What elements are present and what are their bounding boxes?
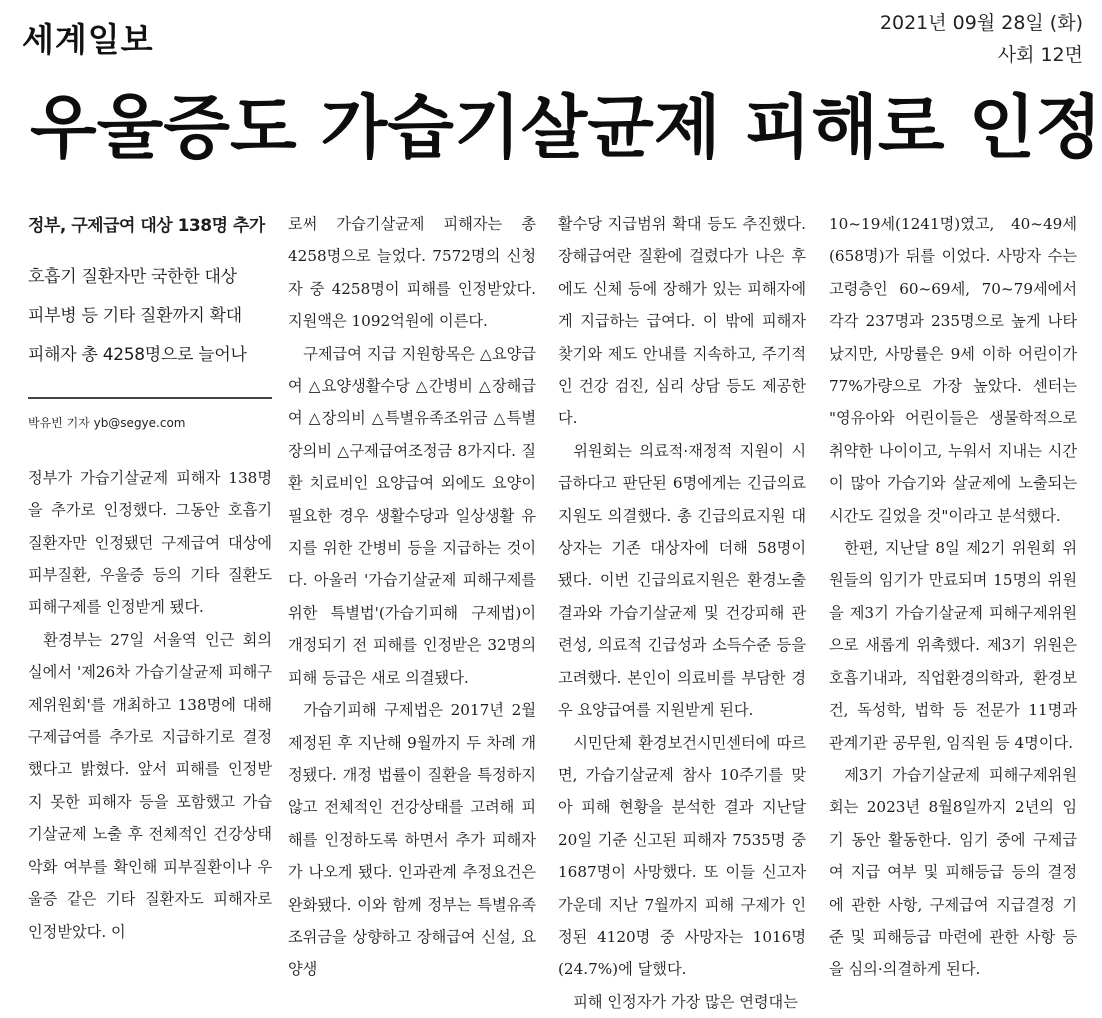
- byline-divider: [28, 397, 272, 399]
- paragraph: 환경부는 27일 서울역 인근 회의실에서 '제26차 가습기살균제 피해구제위원회'를 개최하고 138명에 대해 구제급여를 추가로 지급하기로 결정했다고 밝혔다. 앞서 피해를 인정받지 못한 피해자 등을 포함했고 가습기살균제 노출 후 전체적인 건강상태 악화 여부를 확인해 피부질환이나 우울증 같은 기타 질환자도 피해자로 인정받았다. 이: [28, 630, 272, 941]
- article-headline: 우울증도 가습기살균제 피해로 인정: [30, 88, 1102, 168]
- section-page: 사회 12면: [997, 44, 1083, 66]
- paragraph: 10~19세(1241명)였고, 40~49세(658명)가 뒤를 이었다. 사망자 수는 고령층인 60~69세, 70~79세에서 각각 237명과 235명으로 높게 나타났지만, 사망률은 9세 이하 어린이가 77%가량으로 가장 높았다. 센터는 "영유아와 어린이들은 생물학적으로 취약한 나이이고, 누워서 지내는 시간이 많아 가습기와 살균제에 노출되는 시간도 길었을 것"이라고 분석했다.: [829, 215, 1077, 525]
- paragraph: 정부가 가습기살균제 피해자 138명을 추가로 인정했다. 그동안 호흡기 질환자만 인정됐던 구제급여 대상에 피부질환, 우울증 등의 기타 질환도 피해구제를 인정받게 됐다.: [28, 468, 272, 617]
- paragraph: 피해 인정자가 가장 많은 연령대는: [573, 992, 798, 1011]
- paragraph: 가습기피해 구제법은 2017년 2월 제정된 후 지난해 9월까지 두 차례 개정됐다. 개정 법률이 질환을 특정하지 않고 전체적인 건강상태를 고려해 피해를 인정하도록 하면서 추가 피해자가 나오게 됐다. 인과관계 추정요건은 완화됐다. 이와 함께 정부는 특별유족조위금을 상향하고 장해급여 신설, 요양생: [288, 701, 536, 979]
- article-column-1: [28, 200, 272, 948]
- article-body: [28, 462, 272, 948]
- subhead-line: 피해자 총 4258명으로 늘어나: [28, 345, 247, 366]
- paragraph: 구제급여 지급 지원항목은 △요양급여 △요양생활수당 △간병비 △장해급여 △장의비 △특별유족조위금 △특별장의비 △구제급여조정금 8가지다. 질환 치료비인 요양급여 외에도 요양이 필요한 경우 생활수당과 일상생활 유지를 위한 간병비 등을 지급하는 것이다. 아울러 '가습기살균제 피해구제를 위한 특별법'(가습기피해 구제법)이 개정되기 전 피해를 인정받은 32명의 피해 등급은 새로 의결됐다.: [288, 344, 536, 687]
- paragraph: 시민단체 환경보건시민센터에 따르면, 가습기살균제 참사 10주기를 맞아 피해 현황을 분석한 결과 지난달 20일 기준 신고된 피해자 7535명 중 1687명이 사망했다. 또 이들 신고자 가운데 지난 7월까지 피해 구제가 인정된 4120명 중 사망자는 1016명(24.7%)에 달했다.: [558, 733, 806, 979]
- paragraph: 로써 가습기살균제 피해자는 총 4258명으로 늘었다. 7572명의 신청자 중 4258명이 피해를 인정받았다. 지원액은 1092억원에 이른다.: [288, 215, 536, 331]
- newspaper-masthead: 세계일보: [22, 20, 154, 59]
- paragraph: 한편, 지난달 8일 제2기 위원회 위원들의 임기가 만료되며 15명의 위원을 제3기 가습기살균제 피해구제위원으로 새롭게 위촉했다. 제3기 위원은 호흡기내과, 직업환경의학과, 환경보건, 독성학, 법학 등 전문가 11명과 관계기관 공무원, 임직원 등 4명이다.: [829, 539, 1077, 752]
- paragraph: 위원회는 의료적·재정적 지원이 시급하다고 판단된 6명에게는 긴급의료 지원도 의결했다. 총 긴급의료지원 대상자는 기존 대상자에 더해 58명이 됐다. 이번 긴급의료지원은 환경노출 결과와 가습기살균제 및 건강피해 관련성, 의료적 긴급성과 소득수준 등을 고려했다. 본인이 의료비를 부담한 경우 요양급여를 지원받게 된다.: [558, 441, 806, 720]
- article-column-2: [288, 208, 536, 986]
- publication-date: 2021년 09월 28일 (화): [879, 12, 1083, 34]
- reporter-byline: 박유빈 기자 yb@segye.com: [28, 416, 186, 431]
- subhead-line: 호흡기 질환자만 국한한 대상: [28, 267, 237, 288]
- article-column-3: [558, 208, 806, 1018]
- paragraph: 활수당 지급범위 확대 등도 추진했다. 장해급여란 질환에 걸렸다가 나은 후에도 신체 등에 장해가 있는 피해자에게 지급하는 급여다. 이 밖에 피해자 찾기와 제도 안내를 지속하고, 주기적인 건강 검진, 심리 상담 등도 제공한다.: [558, 215, 806, 428]
- article-column-4: [829, 208, 1077, 986]
- subhead-title: 정부, 구제급여 대상 138명 추가: [28, 216, 265, 236]
- paragraph: 제3기 가습기살균제 피해구제위원회는 2023년 8월8일까지 2년의 임기 동안 활동한다. 임기 중에 구제급여 지급 여부 및 피해등급 등의 결정에 관한 사항, 구제급여 지급결정 기준 및 피해등급 마련에 관한 사항 등을 심의·의결하게 된다.: [829, 765, 1077, 979]
- subhead-summary: [28, 258, 272, 375]
- subhead-line: 피부병 등 기타 질환까지 확대: [28, 306, 242, 327]
